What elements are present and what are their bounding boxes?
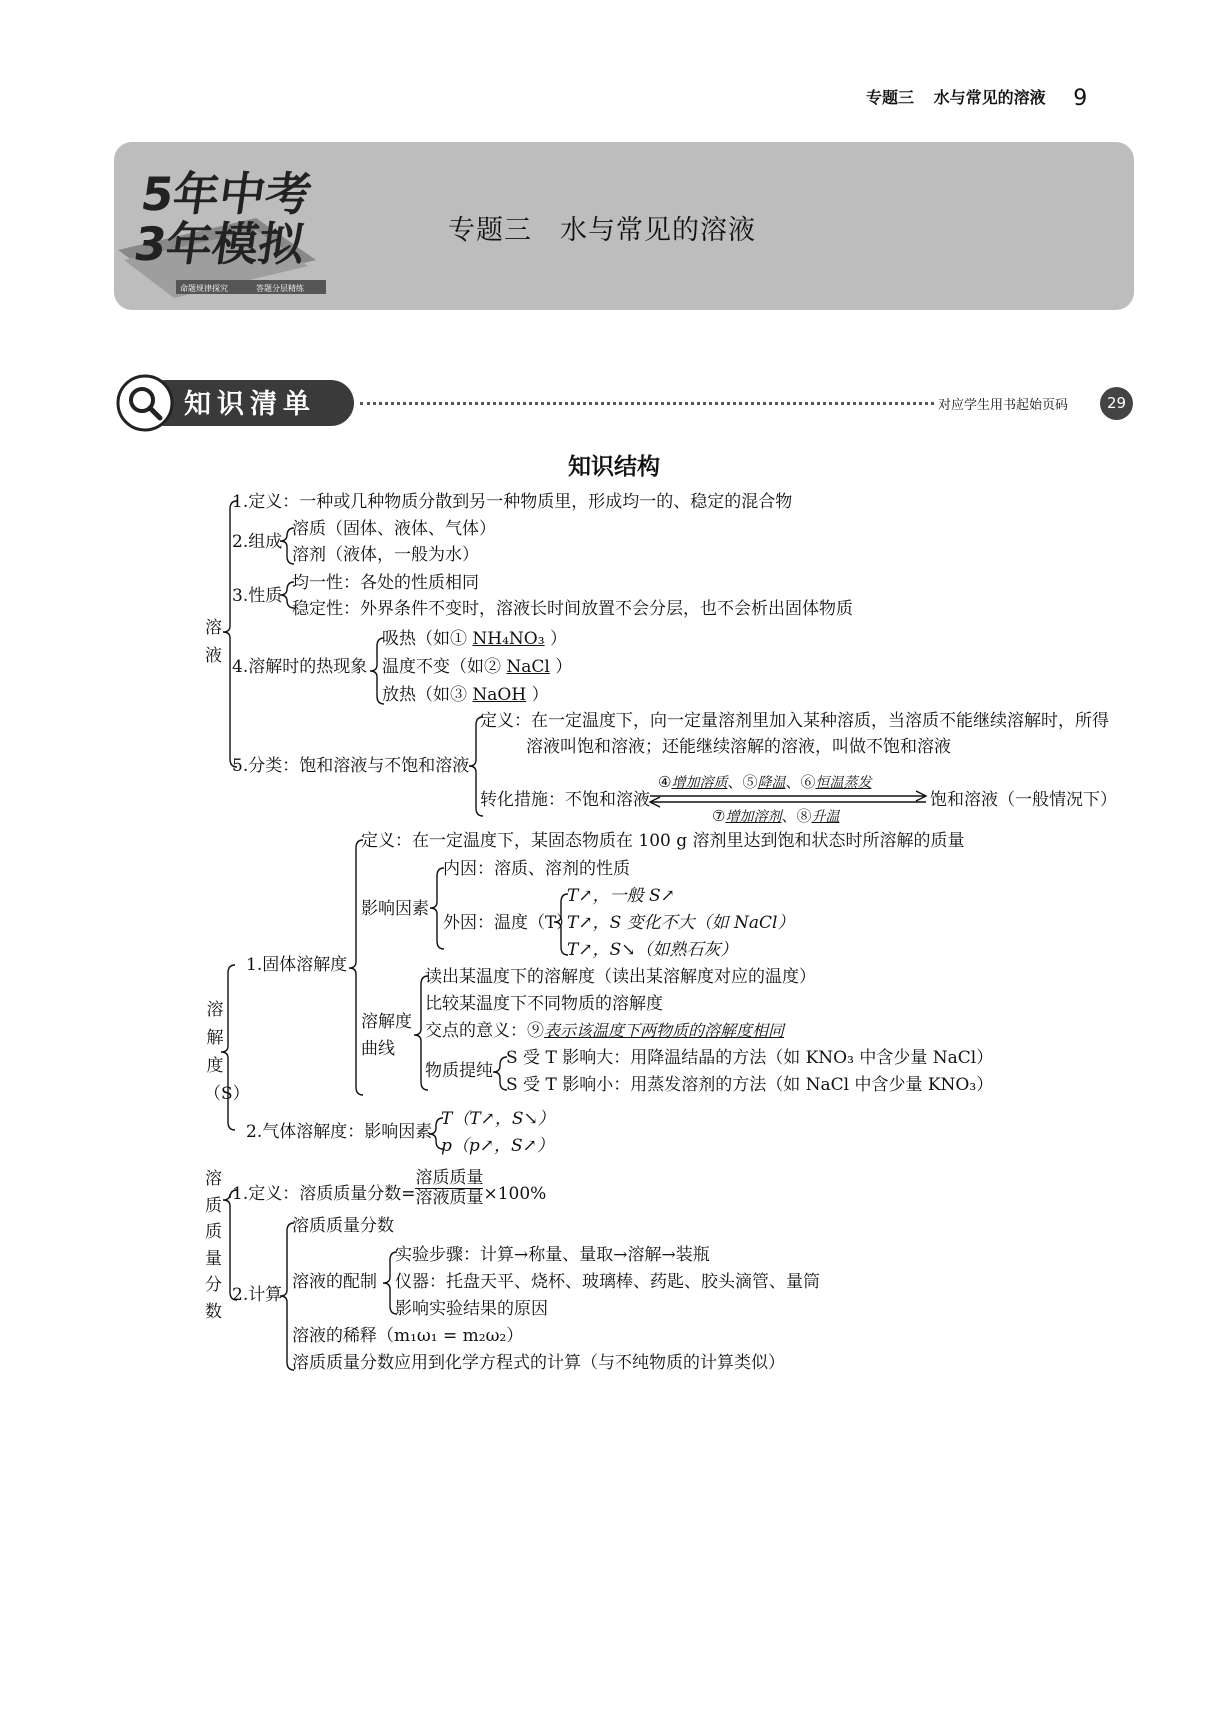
solubility-curve: 溶解度 曲线 xyxy=(361,1012,412,1059)
gas-factor: T（T↗，S↘） xyxy=(441,1109,555,1129)
curve-item-intersection: 交点的意义：⑨表示该温度下两物质的溶解度相同 xyxy=(425,1021,785,1041)
property-item: 均一性：各处的性质相同 xyxy=(292,573,479,593)
factor-inner: 内因：溶质、溶剂的性质 xyxy=(443,859,630,879)
calc-item: 溶液的稀释（m₁ω₁ = m₂ω₂） xyxy=(292,1326,524,1346)
purify-item: S 受 T 影响小：用蒸发溶剂的方法（如 NaCl 中含少量 KNO₃） xyxy=(506,1075,994,1095)
header-chapter-title: 水与常见的溶液 xyxy=(933,88,1046,107)
structure-title: 知识结构 xyxy=(568,454,660,480)
rongye-composition: 2.组成 xyxy=(232,532,283,552)
factor-outer: 外因：温度（T） xyxy=(443,913,574,933)
fenshu-calc: 2.计算 xyxy=(232,1285,283,1305)
conversion-prefix: 转化措施：不饱和溶液 xyxy=(480,790,650,810)
composition-item: 溶质（固体、液体、气体） xyxy=(292,519,496,539)
logo-line2: 3年模拟 xyxy=(130,217,309,271)
prep-item: 仪器：托盘天平、烧杯、玻璃棒、药匙、胶头滴管、量筒 xyxy=(395,1272,820,1292)
composition-item: 溶剂（液体，一般为水） xyxy=(292,545,479,565)
curve-item: 读出某温度下的溶解度（读出某溶解度对应的温度） xyxy=(425,967,816,987)
calc-item: 溶质质量分数应用到化学方程式的计算（与不纯物质的计算类似） xyxy=(292,1353,785,1373)
start-page-badge: 29 xyxy=(1100,387,1133,420)
page-number: 9 xyxy=(1073,86,1088,111)
section-title: 知识清单 xyxy=(184,389,316,420)
rongye-definition: 1.定义：一种或几种物质分散到另一种物质里，形成均一的、稳定的混合物 xyxy=(232,492,793,512)
classification-def-line2: 溶液叫饱和溶液；还能继续溶解的溶液，叫做不饱和溶液 xyxy=(526,737,951,757)
heat-item-b: 温度不变（如② NaCl ） xyxy=(382,657,573,677)
rongye-property: 3.性质 xyxy=(232,586,283,606)
purification: 物质提纯 xyxy=(425,1061,493,1081)
logo-tag1: 命题规律探究 xyxy=(180,284,228,293)
purify-item: S 受 T 影响大：用降温结晶的方法（如 KNO₃ 中含少量 NaCl） xyxy=(506,1048,994,1068)
conversion-arrows xyxy=(650,791,926,807)
property-item: 稳定性：外界条件不变时，溶液长时间放置不会分层，也不会析出固体物质 xyxy=(292,599,853,619)
heat-item-c: 放热（如③ NaOH ） xyxy=(382,685,549,705)
rongye-heat: 4.溶解时的热现象 xyxy=(232,657,368,677)
logo-line1: 5年中考 xyxy=(137,167,316,221)
calc-item: 溶质质量分数 xyxy=(292,1216,394,1236)
gas-solubility: 2.气体溶解度：影响因素 xyxy=(246,1122,433,1142)
brace xyxy=(430,868,444,949)
prep-item: 实验步骤：计算→称量、量取→溶解→装瓶 xyxy=(395,1245,710,1265)
classification-def-line1: 定义：在一定温度下，向一定量溶剂里加入某种溶质，当溶质不能继续溶解时，所得 xyxy=(480,711,1109,731)
gas-factor: p（p↗，S↗） xyxy=(441,1136,554,1156)
fraction-definition: 1.定义：溶质质量分数= $\frac{\text{溶质质量}}{\text{溶液质量}}$ ×100% xyxy=(232,1168,547,1208)
prep-item: 影响实验结果的原因 xyxy=(395,1299,548,1319)
banner-title: 专题三 水与常见的溶液 xyxy=(448,215,756,246)
root-rongjiedu: 溶 解 度 （S） xyxy=(204,1000,250,1104)
temp-effect: T↗，一般 S↗ xyxy=(567,886,675,906)
solubility-definition: 定义：在一定温度下，某固态物质在 100 g 溶剂里达到饱和状态时所溶解的质量 xyxy=(361,831,965,851)
solid-solubility: 1.固体溶解度 xyxy=(246,955,348,975)
solubility-factor: 影响因素 xyxy=(361,899,429,919)
root-fenshu: 溶 质 质 量 分 数 xyxy=(205,1169,222,1322)
conversion-suffix: 饱和溶液（一般情况下） xyxy=(930,790,1117,810)
curve-item: 比较某温度下不同物质的溶解度 xyxy=(425,994,663,1014)
heat-item-a: 吸热（如① NH₄NO₃ ） xyxy=(382,629,567,649)
brace xyxy=(493,1057,507,1090)
section-note: 对应学生用书起始页码 xyxy=(938,398,1069,413)
conversion-backward: ⑦增加溶剂、⑧升温 xyxy=(712,807,840,825)
conversion-forward: ④增加溶质、⑤降温、⑥恒温蒸发 xyxy=(658,773,872,791)
logo-tag2: 答题分层精练 xyxy=(256,284,304,293)
temp-effect: T↗，S 变化不大（如 NaCl） xyxy=(567,913,795,933)
calc-item: 溶液的配制 xyxy=(292,1272,377,1292)
header-chapter: 专题三 xyxy=(866,88,915,107)
temp-effect: T↗，S↘（如熟石灰） xyxy=(567,940,738,960)
root-rongye: 溶 液 xyxy=(205,618,222,666)
rongye-classification: 5.分类：饱和溶液与不饱和溶液 xyxy=(232,756,470,776)
